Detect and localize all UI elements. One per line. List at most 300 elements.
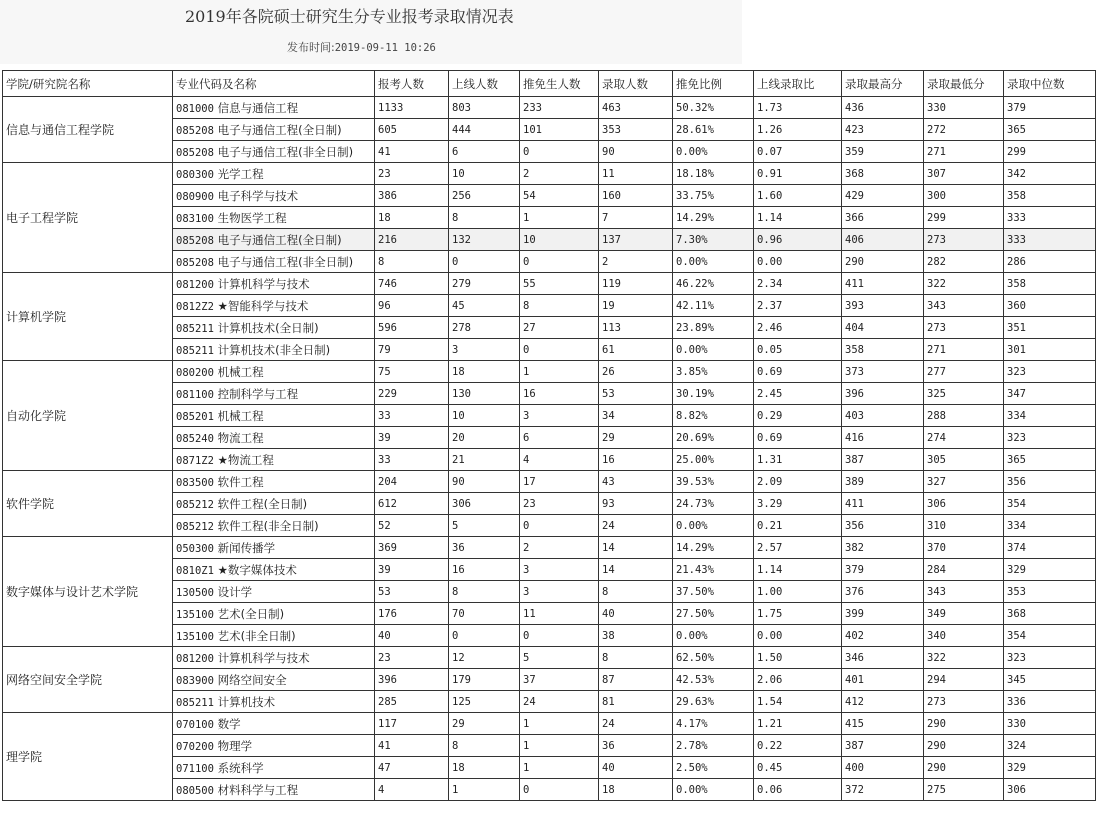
- recommend-ratio-cell: 8.82%: [673, 405, 754, 427]
- recommend-ratio-cell: 4.17%: [673, 713, 754, 735]
- passed-cell: 3: [449, 339, 520, 361]
- applicants-cell: 4: [375, 779, 449, 801]
- major-cell: [173, 141, 375, 163]
- median-score-cell: 306: [1004, 779, 1096, 801]
- max-score-cell: 387: [842, 735, 924, 757]
- pass-admit-ratio-cell: 0.07: [754, 141, 842, 163]
- passed-cell: 125: [449, 691, 520, 713]
- page-title: 2019年各院硕士研究生分专业报考录取情况表: [185, 7, 514, 26]
- major-name: 光学工程: [217, 166, 264, 181]
- max-score-cell: 423: [842, 119, 924, 141]
- recommended-cell: 5: [520, 647, 599, 669]
- admitted-cell: 18: [599, 779, 673, 801]
- table-row: [3, 163, 1096, 185]
- major-name: ★智能科学与技术: [217, 298, 309, 313]
- min-score-cell: 282: [924, 251, 1004, 273]
- recommend-ratio-cell: 0.00%: [673, 779, 754, 801]
- passed-cell: 8: [449, 735, 520, 757]
- median-score-cell: 374: [1004, 537, 1096, 559]
- major-code: 135100: [176, 630, 214, 643]
- pass-admit-ratio-cell: 2.37: [754, 295, 842, 317]
- major-name: ★物流工程: [217, 452, 274, 467]
- major-code: 085208: [176, 124, 214, 137]
- pass-admit-ratio-cell: 0.05: [754, 339, 842, 361]
- major-cell: [173, 251, 375, 273]
- pass-admit-ratio-cell: 1.54: [754, 691, 842, 713]
- recommend-ratio-cell: 0.00%: [673, 141, 754, 163]
- min-score-cell: 290: [924, 713, 1004, 735]
- admitted-cell: 40: [599, 603, 673, 625]
- recommend-ratio-cell: 3.85%: [673, 361, 754, 383]
- max-score-cell: 436: [842, 97, 924, 119]
- min-score-cell: 343: [924, 581, 1004, 603]
- major-cell: [173, 185, 375, 207]
- major-name: 信息与通信工程: [217, 100, 299, 115]
- recommend-ratio-cell: 2.78%: [673, 735, 754, 757]
- college-name-cell: 软件学院: [3, 471, 173, 537]
- admitted-cell: 137: [599, 229, 673, 251]
- min-score-cell: 310: [924, 515, 1004, 537]
- major-cell: [173, 295, 375, 317]
- recommend-ratio-cell: 37.50%: [673, 581, 754, 603]
- recommend-ratio-cell: 42.11%: [673, 295, 754, 317]
- passed-cell: 179: [449, 669, 520, 691]
- major-name: 新闻传播学: [217, 540, 276, 555]
- applicants-cell: 47: [375, 757, 449, 779]
- admitted-cell: 87: [599, 669, 673, 691]
- major-cell: [173, 317, 375, 339]
- table-row: [3, 273, 1096, 295]
- major-cell: [173, 515, 375, 537]
- admitted-cell: 24: [599, 713, 673, 735]
- pass-admit-ratio-cell: 1.75: [754, 603, 842, 625]
- max-score-cell: 400: [842, 757, 924, 779]
- recommended-cell: 3: [520, 559, 599, 581]
- passed-cell: 278: [449, 317, 520, 339]
- major-cell: [173, 339, 375, 361]
- recommended-cell: 17: [520, 471, 599, 493]
- pass-admit-ratio-cell: 0.69: [754, 361, 842, 383]
- passed-cell: 0: [449, 251, 520, 273]
- passed-cell: 20: [449, 427, 520, 449]
- recommended-cell: 27: [520, 317, 599, 339]
- median-score-cell: 299: [1004, 141, 1096, 163]
- recommend-ratio-cell: 46.22%: [673, 273, 754, 295]
- min-score-cell: 275: [924, 779, 1004, 801]
- recommend-ratio-cell: 7.30%: [673, 229, 754, 251]
- max-score-cell: 346: [842, 647, 924, 669]
- major-name: 计算机技术(非全日制): [217, 342, 331, 357]
- min-score-cell: 271: [924, 141, 1004, 163]
- recommend-ratio-cell: 39.53%: [673, 471, 754, 493]
- recommended-cell: 3: [520, 581, 599, 603]
- recommended-cell: 1: [520, 207, 599, 229]
- median-score-cell: 365: [1004, 119, 1096, 141]
- admitted-cell: 8: [599, 581, 673, 603]
- admitted-cell: 113: [599, 317, 673, 339]
- min-score-cell: 327: [924, 471, 1004, 493]
- major-code: 080300: [176, 168, 214, 181]
- max-score-cell: 356: [842, 515, 924, 537]
- recommended-cell: 11: [520, 603, 599, 625]
- passed-cell: 8: [449, 581, 520, 603]
- passed-cell: 279: [449, 273, 520, 295]
- admitted-cell: 16: [599, 449, 673, 471]
- admitted-cell: 34: [599, 405, 673, 427]
- recommended-cell: 1: [520, 713, 599, 735]
- min-score-cell: 306: [924, 493, 1004, 515]
- recommended-cell: 4: [520, 449, 599, 471]
- pass-admit-ratio-cell: 2.34: [754, 273, 842, 295]
- pass-admit-ratio-cell: 1.00: [754, 581, 842, 603]
- min-score-cell: 274: [924, 427, 1004, 449]
- min-score-cell: 273: [924, 691, 1004, 713]
- pass-admit-ratio-cell: 1.60: [754, 185, 842, 207]
- recommend-ratio-cell: 2.50%: [673, 757, 754, 779]
- median-score-cell: 347: [1004, 383, 1096, 405]
- major-cell: [173, 757, 375, 779]
- publish-info: [287, 39, 436, 55]
- passed-cell: 18: [449, 757, 520, 779]
- major-name: 网络空间安全: [217, 672, 287, 687]
- recommended-cell: 16: [520, 383, 599, 405]
- major-code: 0810Z1: [176, 564, 214, 577]
- min-score-cell: 290: [924, 757, 1004, 779]
- pass-admit-ratio-cell: 1.26: [754, 119, 842, 141]
- table-header-row: [3, 71, 1096, 97]
- recommend-ratio-cell: 18.18%: [673, 163, 754, 185]
- passed-cell: 1: [449, 779, 520, 801]
- major-name: 控制科学与工程: [217, 386, 299, 401]
- applicants-cell: 39: [375, 427, 449, 449]
- applicants-cell: 41: [375, 141, 449, 163]
- pass-admit-ratio-cell: 1.14: [754, 559, 842, 581]
- recommend-ratio-cell: 33.75%: [673, 185, 754, 207]
- median-score-cell: 358: [1004, 185, 1096, 207]
- pass-admit-ratio-cell: 1.21: [754, 713, 842, 735]
- major-code: 085208: [176, 234, 214, 247]
- min-score-cell: 349: [924, 603, 1004, 625]
- col-header-passed: 上线人数: [449, 71, 520, 97]
- table-row: [3, 361, 1096, 383]
- major-cell: [173, 383, 375, 405]
- recommended-cell: 0: [520, 141, 599, 163]
- major-name: 系统科学: [217, 760, 264, 775]
- applicants-cell: 386: [375, 185, 449, 207]
- pass-admit-ratio-cell: 0.45: [754, 757, 842, 779]
- major-name: ★数字媒体技术: [217, 562, 297, 577]
- median-score-cell: 286: [1004, 251, 1096, 273]
- major-code: 085208: [176, 256, 214, 269]
- pass-admit-ratio-cell: 0.21: [754, 515, 842, 537]
- recommend-ratio-cell: 24.73%: [673, 493, 754, 515]
- median-score-cell: 329: [1004, 757, 1096, 779]
- recommend-ratio-cell: 50.32%: [673, 97, 754, 119]
- major-code: 085212: [176, 498, 214, 511]
- min-score-cell: 273: [924, 229, 1004, 251]
- admitted-cell: 160: [599, 185, 673, 207]
- recommend-ratio-cell: 62.50%: [673, 647, 754, 669]
- median-score-cell: 356: [1004, 471, 1096, 493]
- median-score-cell: 365: [1004, 449, 1096, 471]
- median-score-cell: 368: [1004, 603, 1096, 625]
- passed-cell: 90: [449, 471, 520, 493]
- median-score-cell: 354: [1004, 493, 1096, 515]
- passed-cell: 306: [449, 493, 520, 515]
- major-code: 081200: [176, 278, 214, 291]
- passed-cell: 130: [449, 383, 520, 405]
- publish-label: 发布时间:: [287, 41, 335, 54]
- major-code: 0871Z2: [176, 454, 214, 467]
- passed-cell: 21: [449, 449, 520, 471]
- applicants-cell: 79: [375, 339, 449, 361]
- max-score-cell: 387: [842, 449, 924, 471]
- major-code: 080500: [176, 784, 214, 797]
- major-cell: [173, 559, 375, 581]
- recommended-cell: 0: [520, 779, 599, 801]
- major-code: 081000: [176, 102, 214, 115]
- applicants-cell: 40: [375, 625, 449, 647]
- college-name-cell: 信息与通信工程学院: [3, 97, 173, 163]
- recommend-ratio-cell: 20.69%: [673, 427, 754, 449]
- median-score-cell: 345: [1004, 669, 1096, 691]
- min-score-cell: 271: [924, 339, 1004, 361]
- major-cell: [173, 361, 375, 383]
- min-score-cell: 322: [924, 273, 1004, 295]
- pass-admit-ratio-cell: 2.09: [754, 471, 842, 493]
- table-row: [3, 471, 1096, 493]
- pass-admit-ratio-cell: 0.00: [754, 251, 842, 273]
- admitted-cell: 81: [599, 691, 673, 713]
- max-score-cell: 358: [842, 339, 924, 361]
- major-name: 计算机科学与技术: [217, 276, 310, 291]
- major-name: 电子与通信工程(非全日制): [217, 144, 354, 159]
- applicants-cell: 396: [375, 669, 449, 691]
- passed-cell: 45: [449, 295, 520, 317]
- major-code: 070200: [176, 740, 214, 753]
- min-score-cell: 294: [924, 669, 1004, 691]
- major-name: 电子科学与技术: [217, 188, 299, 203]
- admitted-cell: 40: [599, 757, 673, 779]
- applicants-cell: 41: [375, 735, 449, 757]
- median-score-cell: 354: [1004, 625, 1096, 647]
- admitted-cell: 19: [599, 295, 673, 317]
- max-score-cell: 412: [842, 691, 924, 713]
- major-cell: [173, 735, 375, 757]
- min-score-cell: 330: [924, 97, 1004, 119]
- admitted-cell: 8: [599, 647, 673, 669]
- median-score-cell: 323: [1004, 647, 1096, 669]
- recommended-cell: 101: [520, 119, 599, 141]
- admitted-cell: 61: [599, 339, 673, 361]
- min-score-cell: 340: [924, 625, 1004, 647]
- median-score-cell: 323: [1004, 427, 1096, 449]
- major-cell: [173, 779, 375, 801]
- pass-admit-ratio-cell: 0.00: [754, 625, 842, 647]
- applicants-cell: 204: [375, 471, 449, 493]
- college-name-cell: 数字媒体与设计艺术学院: [3, 537, 173, 647]
- applicants-cell: 612: [375, 493, 449, 515]
- major-code: 085211: [176, 322, 214, 335]
- max-score-cell: 404: [842, 317, 924, 339]
- max-score-cell: 411: [842, 493, 924, 515]
- applicants-cell: 33: [375, 449, 449, 471]
- major-cell: [173, 405, 375, 427]
- applicants-cell: 96: [375, 295, 449, 317]
- admitted-cell: 24: [599, 515, 673, 537]
- pass-admit-ratio-cell: 1.50: [754, 647, 842, 669]
- major-name: 计算机技术: [217, 694, 276, 709]
- max-score-cell: 429: [842, 185, 924, 207]
- recommended-cell: 8: [520, 295, 599, 317]
- major-cell: [173, 647, 375, 669]
- pass-admit-ratio-cell: 0.91: [754, 163, 842, 185]
- max-score-cell: 373: [842, 361, 924, 383]
- admitted-cell: 38: [599, 625, 673, 647]
- major-cell: [173, 537, 375, 559]
- recommend-ratio-cell: 0.00%: [673, 515, 754, 537]
- college-name-cell: 计算机学院: [3, 273, 173, 361]
- table-row: [3, 537, 1096, 559]
- recommend-ratio-cell: 0.00%: [673, 339, 754, 361]
- publish-time: 2019-09-11 10:26: [334, 42, 436, 54]
- applicants-cell: 39: [375, 559, 449, 581]
- major-code: 0812Z2: [176, 300, 214, 313]
- min-score-cell: 290: [924, 735, 1004, 757]
- passed-cell: 0: [449, 625, 520, 647]
- pass-admit-ratio-cell: 3.29: [754, 493, 842, 515]
- max-score-cell: 359: [842, 141, 924, 163]
- max-score-cell: 402: [842, 625, 924, 647]
- median-score-cell: 323: [1004, 361, 1096, 383]
- college-name-cell: 理学院: [3, 713, 173, 801]
- min-score-cell: 305: [924, 449, 1004, 471]
- recommended-cell: 2: [520, 163, 599, 185]
- col-header-max-score: 录取最高分: [842, 71, 924, 97]
- recommend-ratio-cell: 0.00%: [673, 625, 754, 647]
- col-header-major: 专业代码及名称: [173, 71, 375, 97]
- major-code: 070100: [176, 718, 214, 731]
- major-cell: [173, 207, 375, 229]
- major-name: 机械工程: [217, 364, 264, 379]
- pass-admit-ratio-cell: 2.45: [754, 383, 842, 405]
- pass-admit-ratio-cell: 0.22: [754, 735, 842, 757]
- min-score-cell: 272: [924, 119, 1004, 141]
- applicants-cell: 176: [375, 603, 449, 625]
- recommend-ratio-cell: 0.00%: [673, 251, 754, 273]
- max-score-cell: 406: [842, 229, 924, 251]
- passed-cell: 6: [449, 141, 520, 163]
- major-cell: [173, 229, 375, 251]
- recommend-ratio-cell: 23.89%: [673, 317, 754, 339]
- passed-cell: 444: [449, 119, 520, 141]
- major-code: 083100: [176, 212, 214, 225]
- admitted-cell: 353: [599, 119, 673, 141]
- median-score-cell: 301: [1004, 339, 1096, 361]
- min-score-cell: 322: [924, 647, 1004, 669]
- major-name: 计算机科学与技术: [217, 650, 310, 665]
- recommended-cell: 0: [520, 515, 599, 537]
- recommended-cell: 1: [520, 735, 599, 757]
- applicants-cell: 52: [375, 515, 449, 537]
- col-header-applicants: 报考人数: [375, 71, 449, 97]
- col-header-recommended: 推免生人数: [520, 71, 599, 97]
- passed-cell: 8: [449, 207, 520, 229]
- min-score-cell: 284: [924, 559, 1004, 581]
- admitted-cell: 43: [599, 471, 673, 493]
- median-score-cell: 334: [1004, 515, 1096, 537]
- col-header-min-score: 录取最低分: [924, 71, 1004, 97]
- applicants-cell: 53: [375, 581, 449, 603]
- applicants-cell: 18: [375, 207, 449, 229]
- passed-cell: 18: [449, 361, 520, 383]
- passed-cell: 16: [449, 559, 520, 581]
- major-name: 设计学: [217, 584, 253, 599]
- admitted-cell: 90: [599, 141, 673, 163]
- passed-cell: 132: [449, 229, 520, 251]
- recommended-cell: 1: [520, 757, 599, 779]
- recommended-cell: 23: [520, 493, 599, 515]
- major-cell: [173, 713, 375, 735]
- passed-cell: 12: [449, 647, 520, 669]
- major-name: 电子与通信工程(全日制): [217, 232, 342, 247]
- col-header-admitted: 录取人数: [599, 71, 673, 97]
- max-score-cell: 372: [842, 779, 924, 801]
- major-code: 135100: [176, 608, 214, 621]
- major-cell: [173, 471, 375, 493]
- min-score-cell: 307: [924, 163, 1004, 185]
- major-code: 083500: [176, 476, 214, 489]
- pass-admit-ratio-cell: 1.73: [754, 97, 842, 119]
- table-row: [3, 713, 1096, 735]
- major-cell: [173, 691, 375, 713]
- admitted-cell: 11: [599, 163, 673, 185]
- max-score-cell: 290: [842, 251, 924, 273]
- max-score-cell: 379: [842, 559, 924, 581]
- applicants-cell: 369: [375, 537, 449, 559]
- recommend-ratio-cell: 29.63%: [673, 691, 754, 713]
- col-header-median-score: 录取中位数: [1004, 71, 1096, 97]
- table-row: [3, 97, 1096, 119]
- recommend-ratio-cell: 27.50%: [673, 603, 754, 625]
- applicants-cell: 33: [375, 405, 449, 427]
- admitted-cell: 36: [599, 735, 673, 757]
- passed-cell: 70: [449, 603, 520, 625]
- min-score-cell: 273: [924, 317, 1004, 339]
- major-cell: [173, 625, 375, 647]
- major-name: 艺术(非全日制): [217, 628, 296, 643]
- max-score-cell: 411: [842, 273, 924, 295]
- applicants-cell: 605: [375, 119, 449, 141]
- major-cell: [173, 427, 375, 449]
- median-score-cell: 333: [1004, 207, 1096, 229]
- recommended-cell: 0: [520, 339, 599, 361]
- recommend-ratio-cell: 14.29%: [673, 207, 754, 229]
- major-code: 085208: [176, 146, 214, 159]
- applicants-cell: 75: [375, 361, 449, 383]
- recommended-cell: 0: [520, 625, 599, 647]
- major-cell: [173, 449, 375, 471]
- passed-cell: 5: [449, 515, 520, 537]
- admitted-cell: 14: [599, 537, 673, 559]
- max-score-cell: 366: [842, 207, 924, 229]
- recommended-cell: 10: [520, 229, 599, 251]
- median-score-cell: 334: [1004, 405, 1096, 427]
- recommended-cell: 3: [520, 405, 599, 427]
- max-score-cell: 368: [842, 163, 924, 185]
- recommend-ratio-cell: 42.53%: [673, 669, 754, 691]
- applicants-cell: 1133: [375, 97, 449, 119]
